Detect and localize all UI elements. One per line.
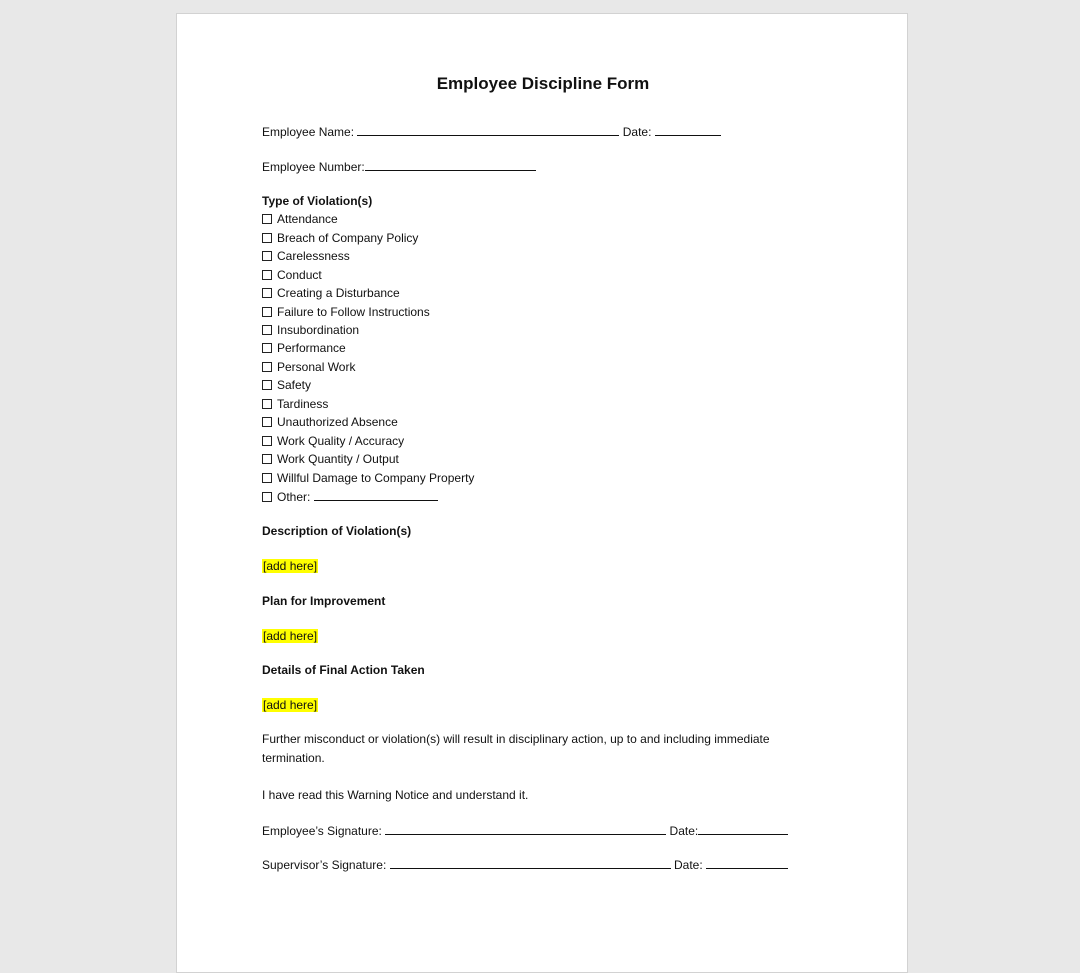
checkbox[interactable] [262,399,272,409]
description-placeholder: [add here] [263,559,318,573]
other-field[interactable] [314,488,438,501]
supervisor-signature-label: Supervisor’s Signature: [262,858,387,872]
acknowledgement-text: I have read this Warning Notice and understand it. [262,788,529,802]
employee-number-row [262,158,536,175]
warning-text: Further misconduct or violation(s) will result in disciplinary action, up to and including immediate termination. [262,732,770,765]
checkbox[interactable] [262,436,272,446]
violation-label: Safety [277,378,312,392]
violation-item[interactable] [262,304,430,320]
violation-label: Insubordination [277,323,360,337]
document-page [176,13,908,973]
violation-item[interactable] [262,267,322,283]
supervisor-signature-date-label: Date: [673,858,703,872]
employee-name-row [262,123,721,140]
plan-placeholder: [add here] [263,629,318,643]
final-action-field[interactable] [262,697,318,713]
checkbox[interactable] [262,454,272,464]
supervisor-signature-row [262,856,788,873]
violation-label: Performance [277,341,346,355]
supervisor-signature-field[interactable] [390,856,671,869]
violation-label: Work Quantity / Output [277,452,399,466]
violation-item[interactable] [262,322,359,338]
checkbox[interactable] [262,325,272,335]
violation-type-heading: Type of Violation(s) [262,194,373,208]
plan-heading: Plan for Improvement [262,594,386,608]
employee-name-field[interactable] [357,123,619,136]
final-action-heading: Details of Final Action Taken [262,663,425,677]
violation-label: Other: [277,490,311,504]
employee-signature-row [262,822,788,839]
form-title: Employee Discipline Form [436,74,650,93]
employee-number-label: Employee Number: [262,160,365,174]
violation-item[interactable] [262,248,350,264]
violation-item[interactable] [262,433,404,449]
checkbox[interactable] [262,288,272,298]
violation-label: Creating a Disturbance [277,286,400,300]
violation-item[interactable] [262,451,399,467]
violation-label: Failure to Follow Instructions [277,305,430,319]
violation-item[interactable] [262,230,418,246]
checkbox[interactable] [262,380,272,390]
violation-item[interactable] [262,359,355,375]
violation-item[interactable] [262,414,398,430]
violation-label: Personal Work [277,360,356,374]
employee-signature-label: Employee’s Signature: [262,824,382,838]
violation-item[interactable] [262,396,328,412]
violation-label: Unauthorized Absence [277,415,398,429]
violation-label: Breach of Company Policy [277,231,419,245]
employee-number-field[interactable] [365,158,536,171]
checkbox[interactable] [262,473,272,483]
date-field[interactable] [655,123,721,136]
employee-name-label: Employee Name: [262,125,355,139]
employee-signature-field[interactable] [385,822,666,835]
supervisor-signature-date-field[interactable] [706,856,788,869]
checkbox[interactable] [262,214,272,224]
employee-signature-date-label: Date: [669,824,699,838]
checkbox[interactable] [262,233,272,243]
checkbox[interactable] [262,270,272,280]
date-label: Date: [622,125,652,139]
checkbox[interactable] [262,343,272,353]
violation-label: Attendance [277,212,338,226]
description-heading: Description of Violation(s) [262,524,412,538]
checkbox[interactable] [262,492,272,502]
plan-field[interactable] [262,628,318,644]
final-action-placeholder: [add here] [263,698,318,712]
checkbox[interactable] [262,417,272,427]
violation-item[interactable] [262,211,338,227]
description-field[interactable] [262,558,318,574]
violation-item[interactable] [262,340,346,356]
violation-item[interactable] [262,470,474,486]
violation-label: Work Quality / Accuracy [277,434,405,448]
violation-item-other[interactable] [262,488,438,505]
violation-label: Conduct [277,268,322,282]
violation-label: Willful Damage to Company Property [277,471,475,485]
checkbox[interactable] [262,251,272,261]
checkbox[interactable] [262,307,272,317]
checkbox[interactable] [262,362,272,372]
violation-item[interactable] [262,377,311,393]
violation-item[interactable] [262,285,400,301]
violation-label: Carelessness [277,249,350,263]
employee-signature-date-field[interactable] [698,822,788,835]
violation-label: Tardiness [277,397,329,411]
